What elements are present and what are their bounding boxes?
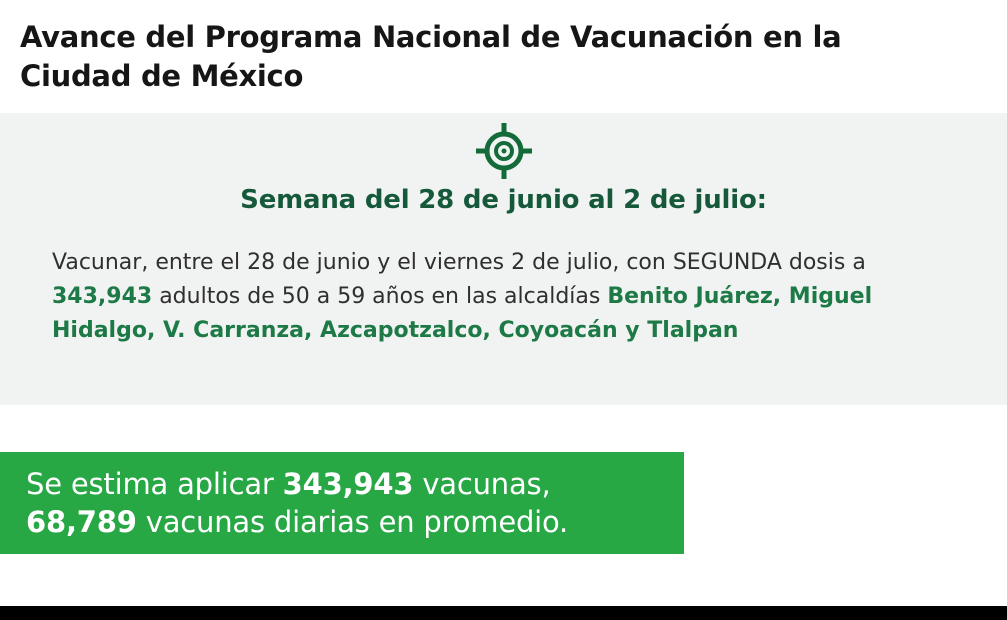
estimate-daily-suffix: vacunas diarias en promedio. (136, 505, 569, 539)
week-panel (0, 113, 1007, 405)
description-segment-2: adultos de 50 a 59 años en las alcaldías (152, 284, 608, 310)
estimate-banner (0, 452, 684, 554)
estimate-daily-doses: 68,789 (26, 505, 137, 539)
estimate-prefix: Se estima aplicar (26, 466, 283, 501)
page-title: Avance del Programa Nacional de Vacunación en la Ciudad de México (20, 20, 842, 94)
estimate-suffix: vacunas, (413, 466, 551, 501)
description-dose-count: 343,943 (52, 284, 153, 310)
estimate-total-doses: 343,943 (282, 466, 414, 501)
bottom-black-bar (0, 606, 1007, 620)
week-heading: Semana del 28 de junio al 2 de julio: (240, 185, 767, 215)
description-segment-1: Vacunar, entre el 28 de junio y el viernes 2 de julio, con SEGUNDA dosis a (52, 250, 866, 275)
description-boroughs: Benito Juárez, Miguel Hidalgo, V. Carranza, Azcapotzalco, Coyoacán y Tlalpan (52, 284, 873, 344)
estimate-line-1 (26, 465, 662, 503)
title-block (0, 0, 1007, 106)
estimate-line-2 (26, 503, 662, 541)
target-icon (476, 123, 532, 179)
week-description (52, 246, 972, 348)
